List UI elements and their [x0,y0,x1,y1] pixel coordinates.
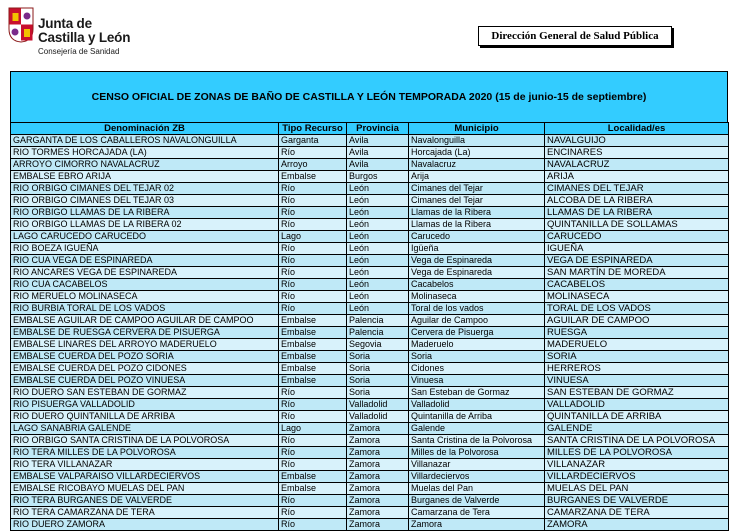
table-row [11,483,729,495]
table-row [11,291,729,303]
cell-municipio: Villanazar [409,459,545,471]
cell-municipio: Aguilar de Campoo [409,315,545,327]
table-row [11,219,729,231]
cell-municipio: Muelas del Pan [409,483,545,495]
cell-denominacion: EMBALSE VALPARAISO VILLARDECIERVOS [11,471,279,483]
table-row [11,171,729,183]
cell-municipio: Villardeciervos [409,471,545,483]
cell-provincia: Palencia [347,315,409,327]
table-row [11,183,729,195]
cell-municipio: Cervera de Pisuerga [409,327,545,339]
logo-subtitle: Consejería de Sanidad [38,47,120,56]
cell-denominacion: LAGO SANABRIA GALENDE [11,423,279,435]
cell-tipo-recurso: Río [279,147,347,159]
cell-localidades: ALCOBA DE LA RIBERA [545,195,729,207]
cell-municipio: Igüeña [409,243,545,255]
cell-tipo-recurso: Embalse [279,339,347,351]
table-row [11,195,729,207]
cell-provincia: Palencia [347,327,409,339]
cell-localidades: GALENDE [545,423,729,435]
cell-municipio: San Esteban de Gormaz [409,387,545,399]
cell-provincia: León [347,291,409,303]
cell-municipio: Cimanes del Tejar [409,195,545,207]
cell-localidades: QUINTANILLA DE ARRIBA [545,411,729,423]
cell-localidades: RUESGA [545,327,729,339]
cell-localidades: VINUESA [545,375,729,387]
cell-provincia: Soria [347,351,409,363]
cell-municipio: Galende [409,423,545,435]
cell-denominacion: RIO ANCARES VEGA DE ESPINAREDA [11,267,279,279]
cell-municipio: Vega de Espinareda [409,267,545,279]
cell-denominacion: RIO MERUELO MOLINASECA [11,291,279,303]
cell-localidades: SORIA [545,351,729,363]
cell-municipio: Zamora [409,519,545,531]
column-header-municipio: Municipio [409,123,545,135]
cell-tipo-recurso: Lago [279,423,347,435]
table-row [11,471,729,483]
column-header-localidades: Localidad/es [545,123,729,135]
cell-denominacion: RIO TERA CAMARZANA DE TERA [11,507,279,519]
cell-localidades: SAN MARTÍN DE MOREDA [545,267,729,279]
cell-denominacion: RIO TERA BURGANES DE VALVERDE [11,495,279,507]
cell-denominacion: RIO ORBIGO CIMANES DEL TEJAR 02 [11,183,279,195]
table-row [11,135,729,147]
cell-localidades: MADERUELO [545,339,729,351]
logo-title-line2: Castilla y León [38,30,131,45]
cell-denominacion: RIO DUERO QUINTANILLA DE ARRIBA [11,411,279,423]
cell-tipo-recurso: Río [279,411,347,423]
table-row [11,315,729,327]
cell-provincia: León [347,195,409,207]
cell-denominacion: RIO BURBIA TORAL DE LOS VADOS [11,303,279,315]
cell-tipo-recurso: Río [279,303,347,315]
table-row [11,387,729,399]
table-row [11,279,729,291]
cell-municipio: Maderuelo [409,339,545,351]
table-row [11,159,729,171]
cell-provincia: Zamora [347,495,409,507]
cell-provincia: León [347,267,409,279]
cell-provincia: Soria [347,387,409,399]
cell-provincia: Valladolid [347,399,409,411]
cell-denominacion: RIO TERA VILLANAZAR [11,459,279,471]
cell-tipo-recurso: Embalse [279,483,347,495]
cell-denominacion: EMBALSE CUERDA DEL POZO CIDONES [11,363,279,375]
cell-provincia: Zamora [347,483,409,495]
cell-municipio: Navalonguilla [409,135,545,147]
cell-localidades: CAMARZANA DE TERA [545,507,729,519]
cell-denominacion: RIO TERA MILLES DE LA POLVOROSA [11,447,279,459]
column-header-denominacion: Denominación ZB [11,123,279,135]
census-table [10,122,729,531]
cell-denominacion: LAGO CARUCEDO CARUCEDO [11,231,279,243]
table-row [11,423,729,435]
cell-municipio: Cimanes del Tejar [409,183,545,195]
cell-provincia: Zamora [347,459,409,471]
cell-tipo-recurso: Río [279,219,347,231]
cell-provincia: León [347,183,409,195]
cell-tipo-recurso: Río [279,495,347,507]
cell-denominacion: RIO BOEZA IGUEÑA [11,243,279,255]
cell-tipo-recurso: Río [279,399,347,411]
table-row [11,447,729,459]
cell-tipo-recurso: Río [279,243,347,255]
cell-municipio: Vega de Espinareda [409,255,545,267]
cell-provincia: Zamora [347,423,409,435]
cell-municipio: Burganes de Valverde [409,495,545,507]
cell-denominacion: RIO PISUERGA VALLADOLID [11,399,279,411]
cell-tipo-recurso: Embalse [279,327,347,339]
cell-tipo-recurso: Río [279,519,347,531]
cell-municipio: Soria [409,351,545,363]
table-row [11,435,729,447]
cell-localidades: ARIJA [545,171,729,183]
table-row [11,255,729,267]
cell-denominacion: RIO CUA VEGA DE ESPINAREDA [11,255,279,267]
cell-municipio: Valladolid [409,399,545,411]
cell-localidades: ZAMORA [545,519,729,531]
cell-tipo-recurso: Río [279,207,347,219]
cell-denominacion: GARGANTA DE LOS CABALLEROS NAVALONGUILLA [11,135,279,147]
cell-municipio: Carucedo [409,231,545,243]
cell-municipio: Molinaseca [409,291,545,303]
cell-denominacion: EMBALSE CUERDA DEL POZO VINUESA [11,375,279,387]
cell-tipo-recurso: Río [279,195,347,207]
cell-tipo-recurso: Río [279,279,347,291]
cell-provincia: Zamora [347,435,409,447]
cell-tipo-recurso: Embalse [279,315,347,327]
cell-municipio: Navalacruz [409,159,545,171]
cell-localidades: MILLES DE LA POLVOROSA [545,447,729,459]
cell-provincia: León [347,219,409,231]
cell-localidades: ENCINARES [545,147,729,159]
table-row [11,267,729,279]
cell-localidades: MUELAS DEL PAN [545,483,729,495]
cell-municipio: Quintanilla de Arriba [409,411,545,423]
table-row [11,411,729,423]
department-label: Dirección General de Salud Pública [478,26,672,46]
table-row [11,399,729,411]
cell-localidades: AGUILAR DE CAMPOO [545,315,729,327]
cell-localidades: CIMANES DEL TEJAR [545,183,729,195]
cell-localidades: VILLARDECIERVOS [545,471,729,483]
table-row [11,363,729,375]
cell-denominacion: RIO ORBIGO LLAMAS DE LA RIBERA 02 [11,219,279,231]
cell-denominacion: RIO DUERO ZAMORA [11,519,279,531]
cell-tipo-recurso: Embalse [279,471,347,483]
cell-provincia: Valladolid [347,411,409,423]
cell-localidades: TORAL DE LOS VADOS [545,303,729,315]
logo-title-line1: Junta de [38,16,92,31]
cell-denominacion: RIO DUERO SAN ESTEBAN DE GORMAZ [11,387,279,399]
cell-provincia: León [347,303,409,315]
cell-provincia: León [347,279,409,291]
table-row [11,507,729,519]
table-row [11,303,729,315]
column-header-tipo-recurso: Tipo Recurso [279,123,347,135]
cell-denominacion: EMBALSE EBRO ARIJA [11,171,279,183]
cell-tipo-recurso: Río [279,255,347,267]
table-row [11,495,729,507]
cell-localidades: QUINTANILLA DE SOLLAMAS [545,219,729,231]
cell-provincia: León [347,243,409,255]
cell-localidades: SAN ESTEBAN DE GORMAZ [545,387,729,399]
cell-denominacion: EMBALSE AGUILAR DE CAMPOO AGUILAR DE CAMPOO [11,315,279,327]
cell-localidades: NAVALACRUZ [545,159,729,171]
cell-provincia: Zamora [347,447,409,459]
table-title: CENSO OFICIAL DE ZONAS DE BAÑO DE CASTILLA Y LEÓN TEMPORADA 2020 (15 de junio-15 de septiembre) [10,71,728,122]
cell-municipio: Horcajada (La) [409,147,545,159]
table-row [11,207,729,219]
cell-tipo-recurso: Río [279,267,347,279]
cell-tipo-recurso: Río [279,183,347,195]
cell-provincia: Zamora [347,471,409,483]
cell-provincia: León [347,231,409,243]
cell-localidades: CACABELOS [545,279,729,291]
table-row [11,339,729,351]
cell-tipo-recurso: Río [279,507,347,519]
cell-municipio: Vinuesa [409,375,545,387]
cell-tipo-recurso: Embalse [279,363,347,375]
cell-denominacion: RIO CUA CACABELOS [11,279,279,291]
table-row [11,147,729,159]
cell-provincia: Avila [347,159,409,171]
cell-tipo-recurso: Arroyo [279,159,347,171]
table-row [11,519,729,531]
table-row [11,375,729,387]
cell-municipio: Santa Cristina de la Polvorosa [409,435,545,447]
cell-denominacion: EMBALSE RICOBAYO MUELAS DEL PAN [11,483,279,495]
junta-logo [8,7,133,59]
cell-tipo-recurso: Río [279,291,347,303]
table-body [11,135,729,531]
cell-provincia: León [347,207,409,219]
table-row [11,243,729,255]
cell-tipo-recurso: Río [279,459,347,471]
cell-localidades: SANTA CRISTINA DE LA POLVOROSA [545,435,729,447]
cell-denominacion: RIO ORBIGO SANTA CRISTINA DE LA POLVOROSA [11,435,279,447]
cell-provincia: Segovia [347,339,409,351]
cell-tipo-recurso: Embalse [279,351,347,363]
cell-localidades: HERREROS [545,363,729,375]
census-table-container [10,71,728,531]
cell-municipio: Cacabelos [409,279,545,291]
coat-of-arms-icon [8,7,34,43]
cell-provincia: Zamora [347,507,409,519]
cell-provincia: Avila [347,135,409,147]
cell-municipio: Cidones [409,363,545,375]
cell-denominacion: ARROYO CIMORRO NAVALACRUZ [11,159,279,171]
cell-municipio: Arija [409,171,545,183]
cell-localidades: CARUCEDO [545,231,729,243]
cell-localidades: NAVALGUIJO [545,135,729,147]
cell-denominacion: EMBALSE LINARES DEL ARROYO MADERUELO [11,339,279,351]
cell-localidades: VILLANAZAR [545,459,729,471]
cell-provincia: Soria [347,363,409,375]
cell-municipio: Camarzana de Tera [409,507,545,519]
cell-provincia: Soria [347,375,409,387]
table-header-row [11,123,729,135]
cell-tipo-recurso: Garganta [279,135,347,147]
cell-denominacion: EMBALSE CUERDA DEL POZO SORIA [11,351,279,363]
table-row [11,231,729,243]
cell-provincia: Burgos [347,171,409,183]
table-row [11,459,729,471]
cell-localidades: VEGA DE ESPINAREDA [545,255,729,267]
column-header-provincia: Provincia [347,123,409,135]
cell-denominacion: RIO ORBIGO LLAMAS DE LA RIBERA [11,207,279,219]
cell-localidades: BURGANES DE VALVERDE [545,495,729,507]
cell-localidades: IGUEÑA [545,243,729,255]
cell-provincia: Avila [347,147,409,159]
cell-tipo-recurso: Río [279,387,347,399]
cell-provincia: León [347,255,409,267]
cell-denominacion: EMBALSE DE RUESGA CERVERA DE PISUERGA [11,327,279,339]
table-row [11,351,729,363]
cell-tipo-recurso: Río [279,435,347,447]
cell-tipo-recurso: Río [279,447,347,459]
cell-tipo-recurso: Embalse [279,171,347,183]
cell-municipio: Llamas de la Ribera [409,219,545,231]
cell-denominacion: RIO TORMES HORCAJADA (LA) [11,147,279,159]
cell-provincia: Zamora [347,519,409,531]
table-row [11,327,729,339]
cell-municipio: Toral de los vados [409,303,545,315]
cell-localidades: VALLADOLID [545,399,729,411]
cell-municipio: Llamas de la Ribera [409,207,545,219]
cell-municipio: Milles de la Polvorosa [409,447,545,459]
cell-localidades: MOLINASECA [545,291,729,303]
cell-localidades: LLAMAS DE LA RIBERA [545,207,729,219]
cell-denominacion: RIO ORBIGO CIMANES DEL TEJAR 03 [11,195,279,207]
cell-tipo-recurso: Lago [279,231,347,243]
cell-tipo-recurso: Embalse [279,375,347,387]
